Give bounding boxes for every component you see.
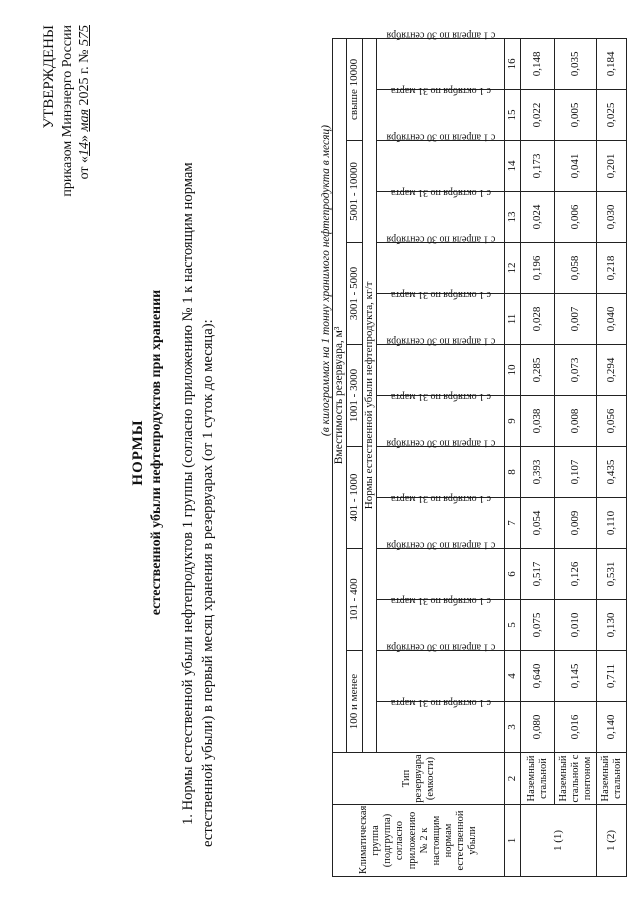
season-header: с 1 октября по 31 марта — [377, 396, 505, 447]
capacity-group: 401 - 1000 — [347, 447, 363, 549]
season-header: с 1 апреля по 30 сентября — [377, 38, 505, 89]
header-norms: Нормы естественной убыли нефтепродукта, кг/т — [363, 38, 377, 752]
season-header: с 1 октября по 31 марта — [377, 192, 505, 243]
column-number: 13 — [505, 192, 521, 243]
norm-value-cell: 0,110 — [597, 498, 627, 549]
column-number: 12 — [505, 243, 521, 294]
norm-value-cell: 0,130 — [597, 600, 627, 651]
header-tank-type: Тип резервуара (емкости) — [333, 753, 505, 805]
norm-value-cell: 0,075 — [521, 600, 555, 651]
table-row — [597, 38, 627, 876]
capacity-group: 101 - 400 — [347, 549, 363, 651]
norm-value-cell: 0,040 — [597, 294, 627, 345]
season-header: с 1 апреля по 30 сентября — [377, 141, 505, 192]
table-body — [521, 38, 627, 876]
season-header: с 1 октября по 31 марта — [377, 600, 505, 651]
capacity-group: 5001 - 10000 — [347, 141, 363, 243]
norm-value-cell: 0,285 — [521, 345, 555, 396]
norm-value-cell: 0,294 — [597, 345, 627, 396]
norm-value-cell: 0,009 — [555, 498, 597, 549]
norm-value-cell: 0,201 — [597, 141, 627, 192]
column-number: 14 — [505, 141, 521, 192]
header-capacity: Вместимость резервуара, м³ — [333, 38, 347, 752]
approval-date: от «14» мая 2025 г. № 575 — [77, 25, 93, 180]
norm-value-cell: 0,005 — [555, 90, 597, 141]
column-number: 11 — [505, 294, 521, 345]
column-number-row — [505, 38, 521, 876]
climate-group-cell: 1 (1) — [521, 805, 597, 877]
capacity-group: свыше 10000 — [347, 38, 363, 140]
norm-value-cell: 0,006 — [555, 192, 597, 243]
season-header: с 1 апреля по 30 сентября — [377, 243, 505, 294]
column-number: 16 — [505, 38, 521, 89]
norm-value-cell: 0,073 — [555, 345, 597, 396]
season-header: с 1 апреля по 30 сентября — [377, 651, 505, 702]
handwritten-month: мая — [77, 109, 93, 132]
norm-value-cell: 0,218 — [597, 243, 627, 294]
title-main: НОРМЫ — [130, 419, 146, 486]
climate-group-cell: 1 (2) — [597, 805, 627, 877]
header-row-norms — [363, 38, 377, 876]
norm-value-cell: 0,010 — [555, 600, 597, 651]
norm-value-cell: 0,184 — [597, 38, 627, 89]
season-header: с 1 октября по 31 марта — [377, 294, 505, 345]
column-number: 9 — [505, 396, 521, 447]
norm-value-cell: 0,196 — [521, 243, 555, 294]
norm-value-cell: 0,148 — [521, 38, 555, 89]
column-number: 6 — [505, 549, 521, 600]
norm-value-cell: 0,435 — [597, 447, 627, 498]
norm-value-cell: 0,640 — [521, 651, 555, 702]
table-row — [555, 38, 597, 876]
column-number: 2 — [505, 753, 521, 805]
header-row-groups — [347, 38, 363, 876]
norm-value-cell: 0,025 — [597, 90, 627, 141]
norm-value-cell: 0,035 — [555, 38, 597, 89]
norm-value-cell: 0,393 — [521, 447, 555, 498]
norms-table — [332, 29, 627, 877]
season-header: с 1 октября по 31 марта — [377, 702, 505, 753]
column-number: 7 — [505, 498, 521, 549]
unit-note: (в килограммах на 1 тонну хранимого нефтепродукта в месяц) — [320, 125, 332, 437]
season-header: с 1 апреля по 30 сентября — [377, 549, 505, 600]
norm-value-cell: 0,054 — [521, 498, 555, 549]
norm-value-cell: 0,531 — [597, 549, 627, 600]
column-number: 10 — [505, 345, 521, 396]
season-header: с 1 апреля по 30 сентября — [377, 447, 505, 498]
approval-stamp — [40, 25, 94, 295]
season-header: с 1 октября по 31 марта — [377, 90, 505, 141]
column-number: 4 — [505, 651, 521, 702]
title-subtitle: естественной убыли нефтепродуктов при хранении — [149, 289, 164, 616]
norm-value-cell: 0,517 — [521, 549, 555, 600]
approval-title: УТВЕРЖДЕНЫ — [41, 25, 57, 129]
column-number: 3 — [505, 702, 521, 753]
column-number: 1 — [505, 805, 521, 877]
norm-value-cell: 0,008 — [555, 396, 597, 447]
tank-type-cell: Наземный стальной — [597, 753, 627, 805]
norm-value-cell: 0,016 — [555, 702, 597, 753]
capacity-group: 1001 - 3000 — [347, 345, 363, 447]
tank-type-cell: Наземный стальной с понтоном — [555, 753, 597, 805]
document-title — [130, 0, 165, 905]
tank-type-cell: Наземный стальной — [521, 753, 555, 805]
intro-paragraph: 1. Нормы естественной убыли нефтепродуктов 1 группы (согласно приложению № 1 к настоящим нормам естественной убыли) в первый месяц хранения в резервуарах (от 1 суток до месяца): — [180, 162, 217, 847]
norm-value-cell: 0,140 — [597, 702, 627, 753]
season-header: с 1 апреля по 30 сентября — [377, 345, 505, 396]
norm-value-cell: 0,058 — [555, 243, 597, 294]
norm-value-cell: 0,145 — [555, 651, 597, 702]
norm-value-cell: 0,080 — [521, 702, 555, 753]
column-number: 15 — [505, 90, 521, 141]
column-number: 5 — [505, 600, 521, 651]
handwritten-number: 575 — [77, 25, 93, 46]
column-number: 8 — [505, 447, 521, 498]
header-row-seasons — [377, 38, 505, 876]
norm-value-cell: 0,024 — [521, 192, 555, 243]
norm-value-cell: 0,030 — [597, 192, 627, 243]
norm-value-cell: 0,007 — [555, 294, 597, 345]
norm-value-cell: 0,107 — [555, 447, 597, 498]
norm-value-cell: 0,022 — [521, 90, 555, 141]
norm-value-cell: 0,126 — [555, 549, 597, 600]
capacity-group: 100 и менее — [347, 651, 363, 753]
capacity-group: 3001 - 5000 — [347, 243, 363, 345]
season-header: с 1 октября по 31 марта — [377, 498, 505, 549]
header-row-capacity — [333, 38, 347, 876]
norm-value-cell: 0,711 — [597, 651, 627, 702]
handwritten-day: 14 — [77, 141, 93, 156]
header-climate-group: Климатическая группа (подгруппа) согласно приложению № 2 к настоящим нормам естественной убыли — [333, 805, 505, 877]
approval-issuer: приказом Минэнерго России — [59, 25, 75, 197]
table-row — [521, 38, 555, 876]
norm-value-cell: 0,173 — [521, 141, 555, 192]
norm-value-cell: 0,041 — [555, 141, 597, 192]
norm-value-cell: 0,028 — [521, 294, 555, 345]
norm-value-cell: 0,056 — [597, 396, 627, 447]
norm-value-cell: 0,038 — [521, 396, 555, 447]
